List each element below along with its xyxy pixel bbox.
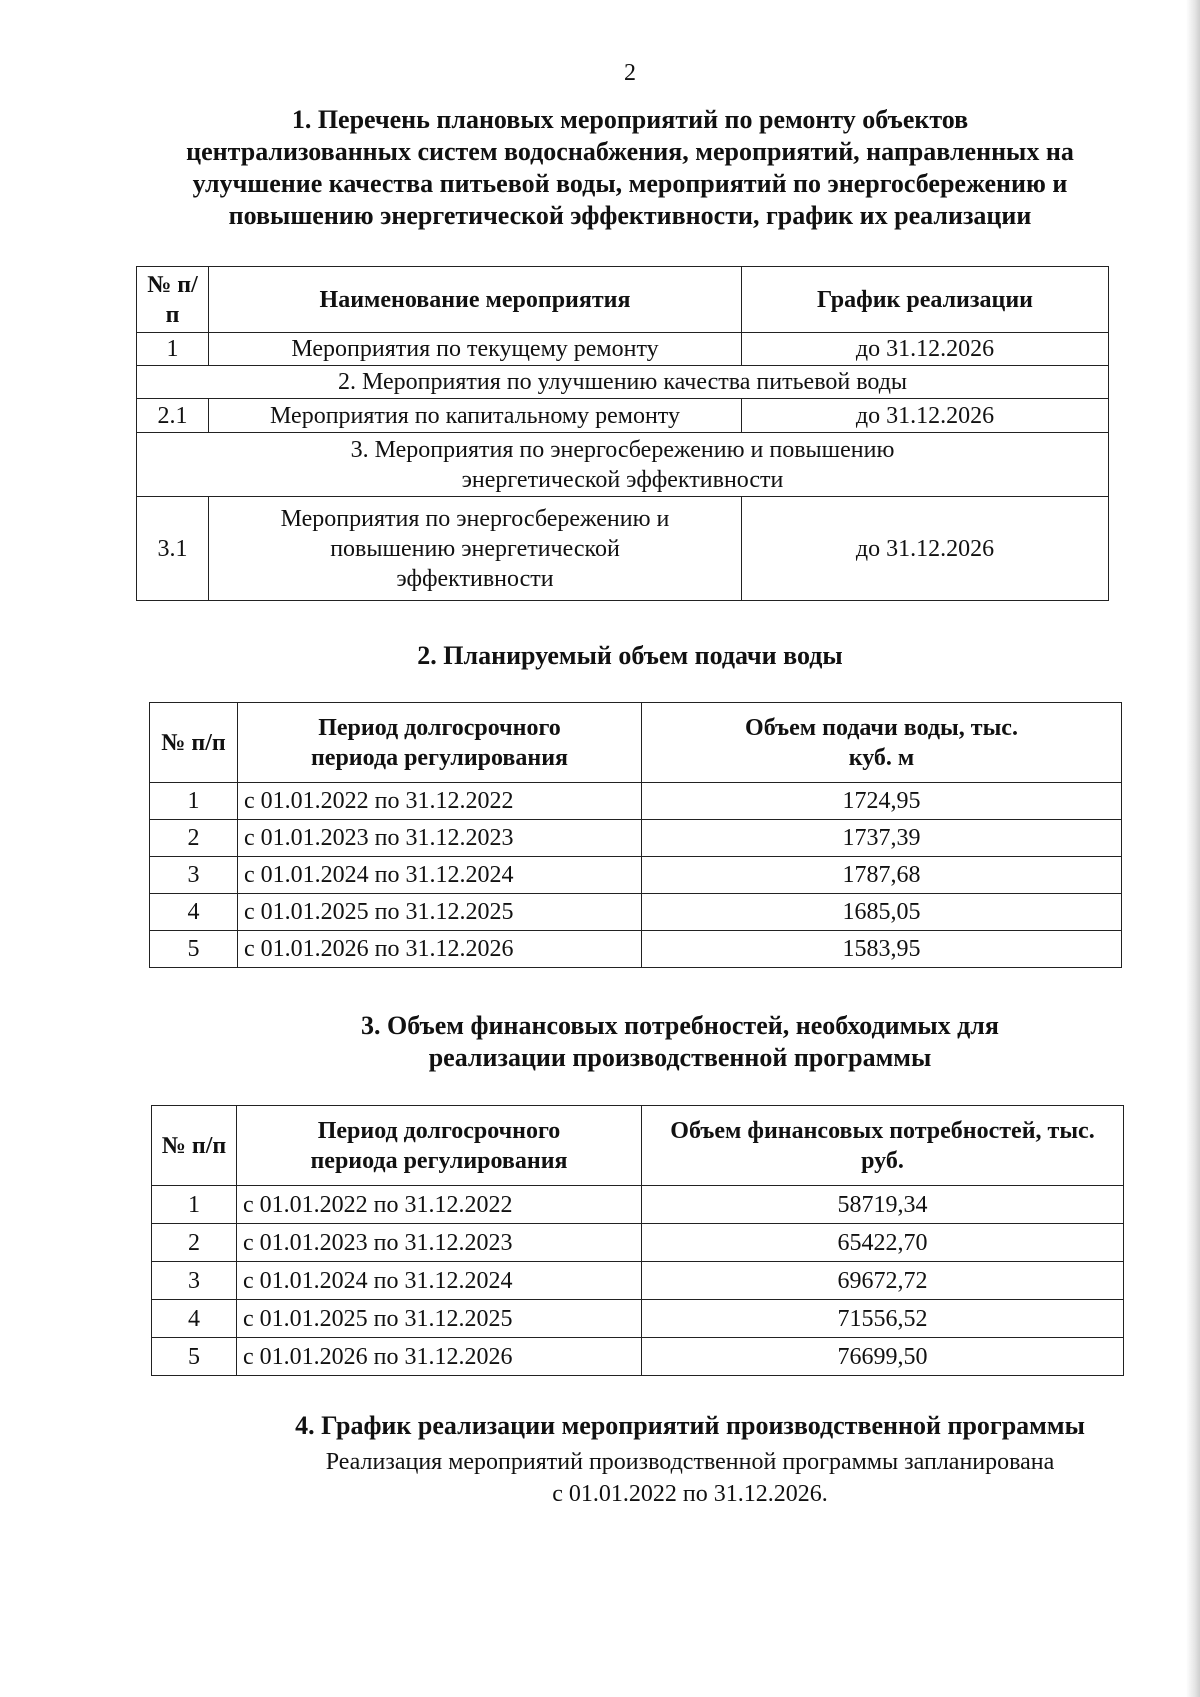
col-header-schedule: График реализации	[742, 267, 1109, 333]
group-heading: 3. Мероприятия по энергосбережению и повышению энергетической эффективности	[137, 433, 1109, 497]
table-row	[150, 783, 1122, 820]
row-name: Мероприятия по текущему ремонту	[209, 333, 742, 366]
table-row	[150, 894, 1122, 931]
row-value: 1685,05	[642, 894, 1122, 931]
table-header-row	[152, 1106, 1124, 1186]
table-row	[150, 857, 1122, 894]
section3-title-line: реализации производственной программы	[428, 1043, 932, 1072]
table-row	[137, 399, 1109, 433]
col-header-num: № п/п	[137, 267, 209, 333]
row-period: с 01.01.2024 по 31.12.2024	[238, 857, 642, 894]
table-row	[137, 497, 1109, 601]
table-row	[137, 333, 1109, 366]
table-group-row	[137, 433, 1109, 497]
row-num: 2.1	[137, 399, 209, 433]
section1-title-line: улучшение качества питьевой воды, мероприятий по энергосбережению и	[192, 169, 1068, 198]
row-num: 5	[150, 931, 238, 968]
col-header-value: Объем финансовых потребностей, тыс. руб.	[642, 1106, 1124, 1186]
section1-title-line: повышению энергетической эффективности, график их реализации	[228, 201, 1032, 230]
col-header-name: Наименование мероприятия	[209, 267, 742, 333]
row-value: 1724,95	[642, 783, 1122, 820]
row-name: Мероприятия по энергосбережению и повышению энергетической эффективности	[209, 497, 742, 601]
table-header-row	[137, 267, 1109, 333]
section4-text-line: Реализация мероприятий производственной программы запланирована	[325, 1449, 1055, 1475]
row-value: 71556,52	[642, 1300, 1124, 1338]
row-num: 4	[150, 894, 238, 931]
table-group-row	[137, 366, 1109, 399]
table-row	[152, 1224, 1124, 1262]
col-header-value: Объем подачи воды, тыс. куб. м	[642, 703, 1122, 783]
table-row	[152, 1186, 1124, 1224]
row-num: 1	[152, 1186, 237, 1224]
row-period: с 01.01.2025 по 31.12.2025	[238, 894, 642, 931]
row-value: 76699,50	[642, 1338, 1124, 1376]
table-row	[152, 1262, 1124, 1300]
table-row	[150, 820, 1122, 857]
table-row	[152, 1338, 1124, 1376]
row-num: 3	[152, 1262, 237, 1300]
row-period: с 01.01.2023 по 31.12.2023	[238, 820, 642, 857]
page-number: 2	[624, 60, 636, 86]
col-header-period: Период долгосрочного периода регулирования	[237, 1106, 642, 1186]
row-period: с 01.01.2024 по 31.12.2024	[237, 1262, 642, 1300]
row-value: 69672,72	[642, 1262, 1124, 1300]
group-heading: 2. Мероприятия по улучшению качества питьевой воды	[137, 366, 1109, 399]
section4-text-line: с 01.01.2022 по 31.12.2026.	[552, 1481, 828, 1507]
row-value: 58719,34	[642, 1186, 1124, 1224]
row-period: с 01.01.2022 по 31.12.2022	[238, 783, 642, 820]
row-value: 65422,70	[642, 1224, 1124, 1262]
section4-text	[190, 1446, 1190, 1510]
table-row	[150, 931, 1122, 968]
row-name: Мероприятия по капитальному ремонту	[209, 399, 742, 433]
row-num: 5	[152, 1338, 237, 1376]
row-schedule: до 31.12.2026	[742, 497, 1109, 601]
section3-title-line: 3. Объем финансовых потребностей, необходимых для	[361, 1011, 999, 1040]
scan-edge-shadow	[1186, 0, 1200, 1697]
financial-needs-table	[151, 1105, 1124, 1376]
section4-title: 4. График реализации мероприятий производственной программы	[295, 1411, 1085, 1440]
row-schedule: до 31.12.2026	[742, 333, 1109, 366]
row-num: 1	[150, 783, 238, 820]
measures-table	[136, 266, 1109, 601]
section2-title: 2. Планируемый объем подачи воды	[417, 641, 843, 670]
section1-title	[120, 104, 1140, 232]
col-header-num: № п/п	[150, 703, 238, 783]
row-period: с 01.01.2022 по 31.12.2022	[237, 1186, 642, 1224]
row-period: с 01.01.2023 по 31.12.2023	[237, 1224, 642, 1262]
row-num: 4	[152, 1300, 237, 1338]
section3-title	[170, 1010, 1190, 1074]
row-value: 1787,68	[642, 857, 1122, 894]
row-value: 1737,39	[642, 820, 1122, 857]
row-period: с 01.01.2025 по 31.12.2025	[237, 1300, 642, 1338]
row-num: 2	[152, 1224, 237, 1262]
row-value: 1583,95	[642, 931, 1122, 968]
row-period: с 01.01.2026 по 31.12.2026	[238, 931, 642, 968]
col-header-period: Период долгосрочного периода регулирования	[238, 703, 642, 783]
row-num: 2	[150, 820, 238, 857]
row-num: 1	[137, 333, 209, 366]
section1-title-line: централизованных систем водоснабжения, мероприятий, направленных на	[186, 137, 1074, 166]
row-period: с 01.01.2026 по 31.12.2026	[237, 1338, 642, 1376]
row-schedule: до 31.12.2026	[742, 399, 1109, 433]
table-row	[152, 1300, 1124, 1338]
table-header-row	[150, 703, 1122, 783]
row-num: 3.1	[137, 497, 209, 601]
water-volume-table	[149, 702, 1122, 968]
row-num: 3	[150, 857, 238, 894]
section1-title-line: 1. Перечень плановых мероприятий по ремонту объектов	[291, 105, 969, 134]
col-header-num: № п/п	[152, 1106, 237, 1186]
